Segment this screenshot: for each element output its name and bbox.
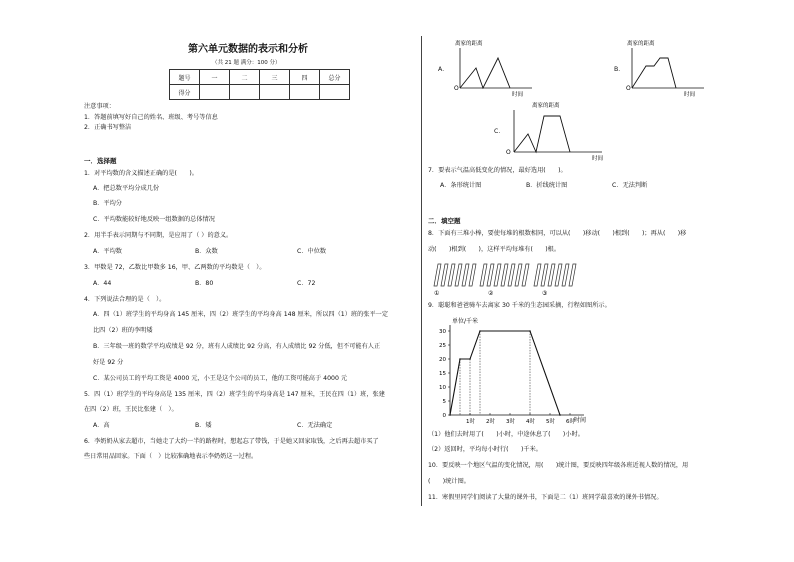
option-text: 比四（2）班的李明矮	[93, 327, 153, 334]
graph-ylabel: 离家的距离	[627, 41, 655, 47]
table-cell: 二	[230, 70, 260, 85]
section-heading: 二．填空题	[428, 217, 461, 225]
option-text: C．某公司员工的平均工资是 4000 元，小王是这个公司的员工，他的工资可能高于 4000 元	[93, 375, 348, 382]
data-point	[469, 358, 471, 360]
note-item: 2．正确书写整洁	[84, 124, 132, 131]
x-tick-label: 5时	[546, 419, 555, 425]
x-tick-label: 3时	[506, 419, 515, 425]
y-tick-label: 25	[439, 343, 446, 349]
data-point	[459, 358, 461, 360]
series-line	[450, 331, 560, 415]
page-title: 第六单元数据的表示和分析	[188, 44, 308, 55]
option-text: B．平均分	[93, 200, 122, 207]
question-text: 9．聪聪和爸爸骑车去离家 30 千米的生态园采摘，行程如图所示。	[428, 302, 611, 309]
stick-pile-3	[534, 264, 576, 286]
question-text: 1．对平均数的含义描述正确的是( )。	[84, 170, 198, 177]
option-label: B．	[614, 66, 625, 73]
chart-ylabel: 单位/千米	[452, 318, 479, 325]
table-row	[170, 70, 350, 85]
graph-line	[632, 58, 676, 88]
x-tick-label: 6时	[566, 419, 575, 425]
option-text: 好是 92 分	[93, 359, 124, 366]
option-label: A．	[438, 66, 449, 73]
option-text: A．把总数平均分成几份	[93, 185, 160, 192]
question-text: 些日常用品回家。下面（ ）比较准确地表示李奶奶这一过程。	[84, 453, 258, 460]
graph-c	[506, 98, 616, 162]
stick-piles	[428, 258, 588, 298]
option-text: A．高	[93, 422, 110, 429]
question-text: 8．下面有三堆小棒，要使每堆的根数相同，可以从( )移动( )根到( )；再从( )移	[428, 230, 687, 237]
pile-label: ②	[488, 290, 494, 297]
data-point	[559, 414, 561, 416]
y-tick-label: 20	[439, 357, 446, 363]
option-label: C．	[494, 128, 505, 135]
score-input-cell[interactable]	[320, 85, 350, 100]
x-tick-label: 2时	[486, 419, 495, 425]
graph-line	[460, 58, 510, 88]
column-divider	[421, 36, 422, 506]
question-text: （1）他们去时用了( )小时，中途休息了( )小时。	[428, 431, 584, 438]
y-tick-label: 15	[439, 371, 446, 377]
y-tick-label: 0	[442, 413, 446, 419]
x-tick-label: 1时	[466, 419, 475, 425]
y-tick-label: 5	[442, 399, 446, 405]
chart-xlabel: 时间	[574, 417, 587, 424]
question-text: 3．甲数是 72，乙数比甲数多 16，甲、乙两数的平均数是（ ）。	[84, 264, 266, 271]
question-text: ( )统计图。	[428, 478, 470, 485]
y-tick-label: 10	[439, 385, 446, 391]
score-input-cell[interactable]	[290, 85, 320, 100]
option-text: C．无法判断	[612, 182, 648, 189]
stick-pile-2	[480, 264, 529, 286]
table-cell: 三	[260, 70, 290, 85]
graph-xlabel: 时间	[512, 92, 524, 98]
table-cell: 一	[200, 70, 230, 85]
option-text: A．四（1）班学生的平均身高 145 厘米，四（2）班学生的平均身高 148 厘米，所以四（1）班的张平一定	[93, 311, 389, 318]
question-text: 在四（2）班，王民比张建（ ）。	[84, 406, 178, 413]
question-text: 6．李奶奶从家去超市，当她走了大约一半的路程时，想起忘了带钱，于是她又回家取钱，之后再去超市买了	[84, 438, 379, 445]
data-point	[529, 330, 531, 332]
pile-label: ③	[542, 290, 548, 297]
notes-heading: 注意事项：	[84, 103, 115, 110]
pile-label: ①	[434, 290, 440, 297]
question-text: 2．用半手表示同期与不同期，是应用了（ ）的意义。	[84, 232, 233, 239]
stick-pile-1	[434, 264, 476, 286]
option-text: B．折线统计图	[526, 182, 568, 189]
data-point	[449, 414, 451, 416]
graph-origin: O	[454, 85, 459, 92]
table-row	[170, 85, 350, 100]
graph-a	[452, 36, 542, 98]
question-text: 动( )根到( )，这样平均每堆有( )根。	[428, 246, 561, 253]
option-text: C．中位数	[297, 248, 327, 255]
question-text: 10．要反映一个地区气温的变化情况，用( )统计图，要反映四年级各班近视人数的情况，用	[428, 462, 689, 469]
question-text: 5．四（1）班学生的平均身高是 135 厘米，四（2）班学生的平均身高是 147 厘米，王民在四（1）班，张建	[84, 391, 385, 398]
x-tick-label: 4时	[526, 419, 535, 425]
question-text: 11．寒假里同学们阅读了大量的课外书，下面是二（1）班同学最喜欢的课外书情况。	[428, 494, 663, 501]
section-heading: 一．选择题	[84, 157, 117, 165]
option-text: C．无法确定	[297, 422, 333, 429]
table-cell: 得分	[170, 85, 200, 100]
question-text: 4．下列说法合理的是（ ）。	[84, 296, 166, 303]
table-cell: 四	[290, 70, 320, 85]
graph-line	[514, 116, 570, 152]
graph-ylabel: 离家的距离	[455, 41, 483, 47]
score-input-cell[interactable]	[260, 85, 290, 100]
note-item: 1．答题前填写好自己的姓名、班级、考号等信息	[84, 114, 218, 121]
option-text: B．矮	[195, 422, 212, 429]
graph-ylabel: 离家的距离	[532, 103, 560, 109]
option-text: B．三年级一班的数学平均成绩是 92 分，班有人成绩比 92 分高，有人成绩比 92 分低，但不可能有人正	[93, 343, 381, 350]
graph-xlabel: 时间	[684, 92, 696, 98]
option-text: A．平均数	[93, 248, 122, 255]
option-text: C．平均数能较好地反映一组数据的总体情况	[93, 216, 215, 223]
option-text: B．众数	[195, 248, 218, 255]
y-tick-label: 30	[439, 329, 446, 335]
option-text: C．72	[297, 280, 316, 287]
score-input-cell[interactable]	[200, 85, 230, 100]
question-text: （2）返回时，平均每小时行( )千米。	[428, 446, 542, 453]
graph-xlabel: 时间	[592, 156, 604, 162]
graph-origin: O	[626, 85, 631, 92]
graph-origin: O	[506, 149, 511, 156]
distance-time-chart	[428, 314, 598, 432]
table-cell: 题号	[170, 70, 200, 85]
score-table	[169, 69, 350, 100]
option-text: B．80	[195, 280, 214, 287]
graph-b	[624, 36, 714, 98]
option-text: A．44	[93, 280, 112, 287]
option-text: A．条形统计图	[440, 182, 482, 189]
score-input-cell[interactable]	[230, 85, 260, 100]
data-point	[479, 330, 481, 332]
page-subtitle: （共 21 题 满分：100 分）	[212, 60, 281, 66]
question-text: 7．要表示气温高低变化的情况，最好选用( )。	[428, 167, 567, 174]
table-cell: 总分	[320, 70, 350, 85]
